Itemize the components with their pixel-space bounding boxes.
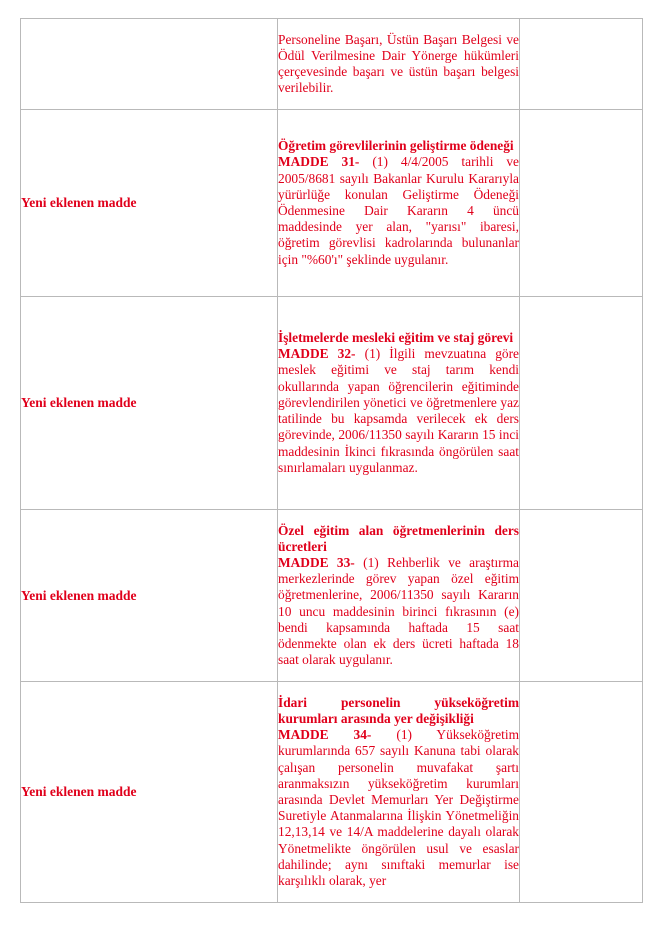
article-text-cell: [278, 510, 520, 682]
row-label: Yeni eklenen madde: [21, 297, 278, 510]
article-text-cell: [278, 19, 520, 110]
empty-cell: [520, 682, 643, 903]
row-label: Yeni eklenen madde: [21, 510, 278, 682]
article-text-cell: [278, 682, 520, 903]
table-row: [21, 682, 643, 903]
article-number: MADDE 31-: [278, 154, 360, 170]
table-row: [21, 19, 643, 110]
article-body: (1) 4/4/2005 tarihli ve 2005/8681 sayılı Bakanlar Kurulu Kararıyla yürürlüğe konulan Geliştirme Ödeneği Ödenmesine Dair Kararın 4 üncü maddesinde yer alan, "yarısı" ibaresi, öğretim görevlisi kadrolarında bulunanlar için "%60'ı" şeklinde uygulanır.: [278, 154, 519, 267]
article-number: MADDE 33-: [278, 554, 355, 570]
article-body: Personeline Başarı, Üstün Başarı Belgesi ve Ödül Verilmesine Dair Yönerge hükümleri çerçevesinde başarı ve üstün başarı belgesi verilebilir.: [278, 31, 519, 96]
article-body: (1) Yükseköğretim kurumlarında 657 sayılı Kanuna tabi olarak çalışan personelin muvafakat şartı aranmaksızın yükseköğretim kurumları arasında Devlet Memurları Yer Değiştirme Suretiyle Atanmalarına İlişkin Yönetmeliğin 12,13,14 ve 14/A maddelerine dayalı olarak Yönetmelikte öngörülen usul ve esaslar dahilinde; aynı sınıftaki memurlar ise karşılıklı olarak, yer: [278, 727, 519, 889]
row-label: [21, 19, 278, 110]
table-row: [21, 110, 643, 297]
empty-cell: [520, 510, 643, 682]
empty-cell: [520, 19, 643, 110]
article-body: (1) Rehberlik ve araştırma merkezlerinde görev yapan özel eğitim öğretmenlerine, 2006/11350 sayılı Kararın 10 uncu maddesinin birinci fıkrasının (e) bendi kapsamında haftada 15 saat ödenmekte olan ek ders ücreti haftada 18 saat olarak uygulanır.: [278, 554, 520, 668]
article-heading: Öğretim görevlilerinin geliştirme ödeneği: [278, 138, 514, 154]
article-text-cell: [278, 297, 520, 510]
comparison-table: [20, 18, 643, 903]
table-row: [21, 297, 643, 510]
article-text-cell: [278, 110, 520, 297]
row-label: Yeni eklenen madde: [21, 110, 278, 297]
table-row: [21, 510, 643, 682]
article-heading: İşletmelerde mesleki eğitim ve staj görevi: [278, 330, 514, 346]
article-number: MADDE 32-: [278, 346, 356, 362]
row-label: Yeni eklenen madde: [21, 682, 278, 903]
article-body: (1) İlgili mevzuatına göre meslek eğitimi ve staj tarım kendi okullarında yapan öğrencilerin eğitiminde görevlendirilen yönetici ve öğretmenlere yaz tatilinde bu kapsamda verilecek ek ders görevinde, 2006/11350 sayılı Kararın 15 inci maddesinin İkinci fıkrasında öngörülen saat sınırlamaları uygulanmaz.: [278, 346, 520, 475]
empty-cell: [520, 110, 643, 297]
empty-cell: [520, 297, 643, 510]
article-heading: İdari personelin yükseköğretim kurumları arasında yer değişikliği: [278, 694, 519, 726]
article-number: MADDE 34-: [278, 727, 372, 743]
article-heading: Özel eğitim alan öğretmenlerinin ders ücretleri: [278, 522, 519, 554]
